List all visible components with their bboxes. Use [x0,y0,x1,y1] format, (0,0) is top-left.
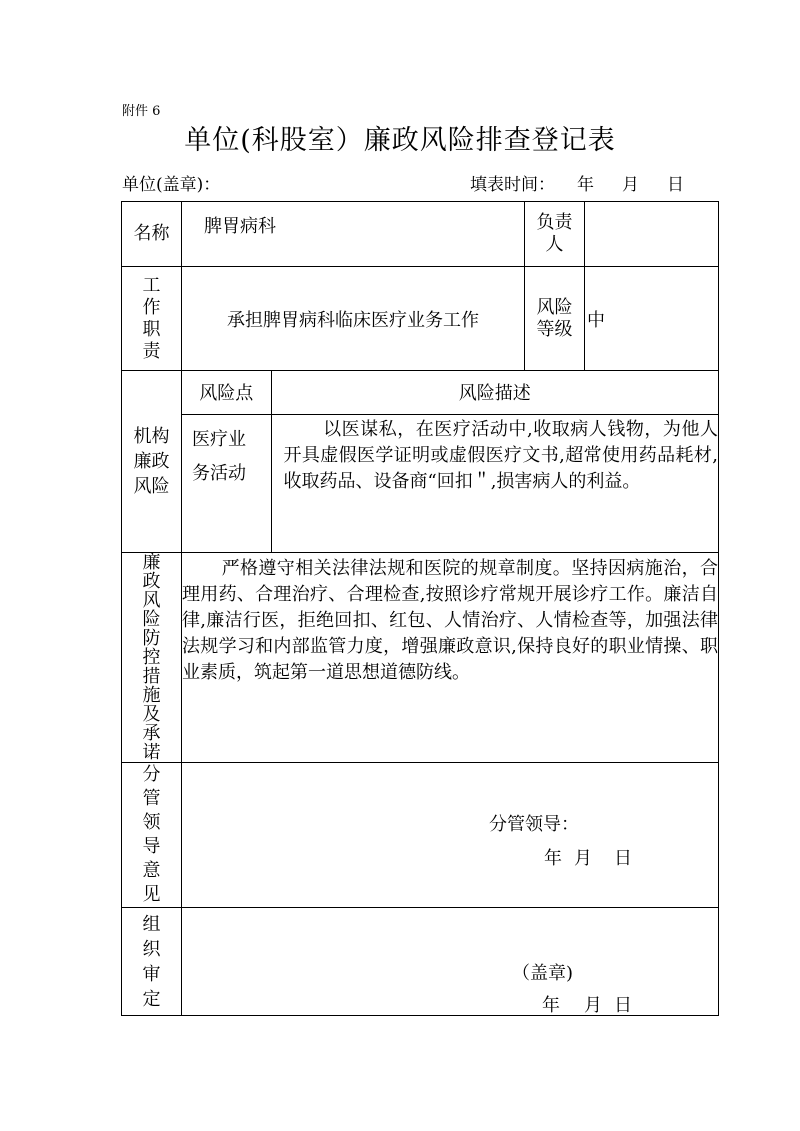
name-value: 脾胃病科 [182,202,525,267]
registration-form [121,201,719,1016]
page-title: 单位(科股室）廉政风险排查登记表 [184,125,616,156]
fill-year: 年 [577,175,594,195]
owner-label: 负责人 [525,202,585,267]
duty-value: 承担脾胃病科临床医疗业务工作 [182,267,525,371]
leader-month: 月 [574,848,592,869]
fill-time [470,170,684,195]
measures-label: 廉政风险防控措施及承诺 [122,553,182,763]
leader-opinion-cell [182,763,719,908]
review-month: 月 [584,995,602,1016]
risk-inner-table [182,371,718,552]
fill-month: 月 [622,175,639,195]
leader-date [544,844,632,870]
name-label: 名称 [122,202,182,267]
org-review-cell [182,908,719,1016]
leader-year: 年 [544,848,562,869]
risk-section [182,371,719,553]
risk-desc-header: 风险描述 [271,371,718,414]
leader-signature: 分管领导： [489,814,579,835]
attachment-label: 附件 6 [122,104,161,119]
fill-day: 日 [667,175,684,195]
leader-opinion-label: 分管领导意见 [122,763,182,908]
review-day: 日 [614,995,632,1016]
risk-point-header: 风险点 [182,371,271,414]
org-risk-label: 机构廉政风险 [122,371,182,553]
leader-day: 日 [614,848,632,869]
owner-value [585,202,719,267]
duty-label: 工作职责 [122,267,182,371]
org-review-label: 组织审定 [122,908,182,1016]
review-year: 年 [542,995,560,1016]
fill-time-label: 填表时间： [470,175,555,195]
risk-level-value: 中 [585,267,719,371]
risk-level-label: 风险等级 [525,267,585,371]
risk-point-value: 医疗业务活动 [182,414,271,552]
risk-desc-value: 以医谋私，在医疗活动中,收取病人钱物，为他人开具虚假医学证明或虚假医疗文书,超常使用药品耗材,收取药品、设备商“回扣＂,损害病人的利益。 [271,414,718,552]
seal-label: （盖章) [512,963,574,984]
measures-value: 严格遵守相关法律法规和医院的规章制度。坚持因病施治，合理用药、合理治疗、合理检查,按照诊疗常规开展诊疗工作。廉洁自律,廉洁行医，拒绝回扣、红包、人情治疗、人情检查等，加强法律法规学习和内部监管力度，增强廉政意识,保持良好的职业情操、职业素质，筑起第一道思想道德防线。 [182,553,719,763]
review-date [542,991,632,1017]
unit-seal-label: 单位(盖章)： [122,175,221,195]
